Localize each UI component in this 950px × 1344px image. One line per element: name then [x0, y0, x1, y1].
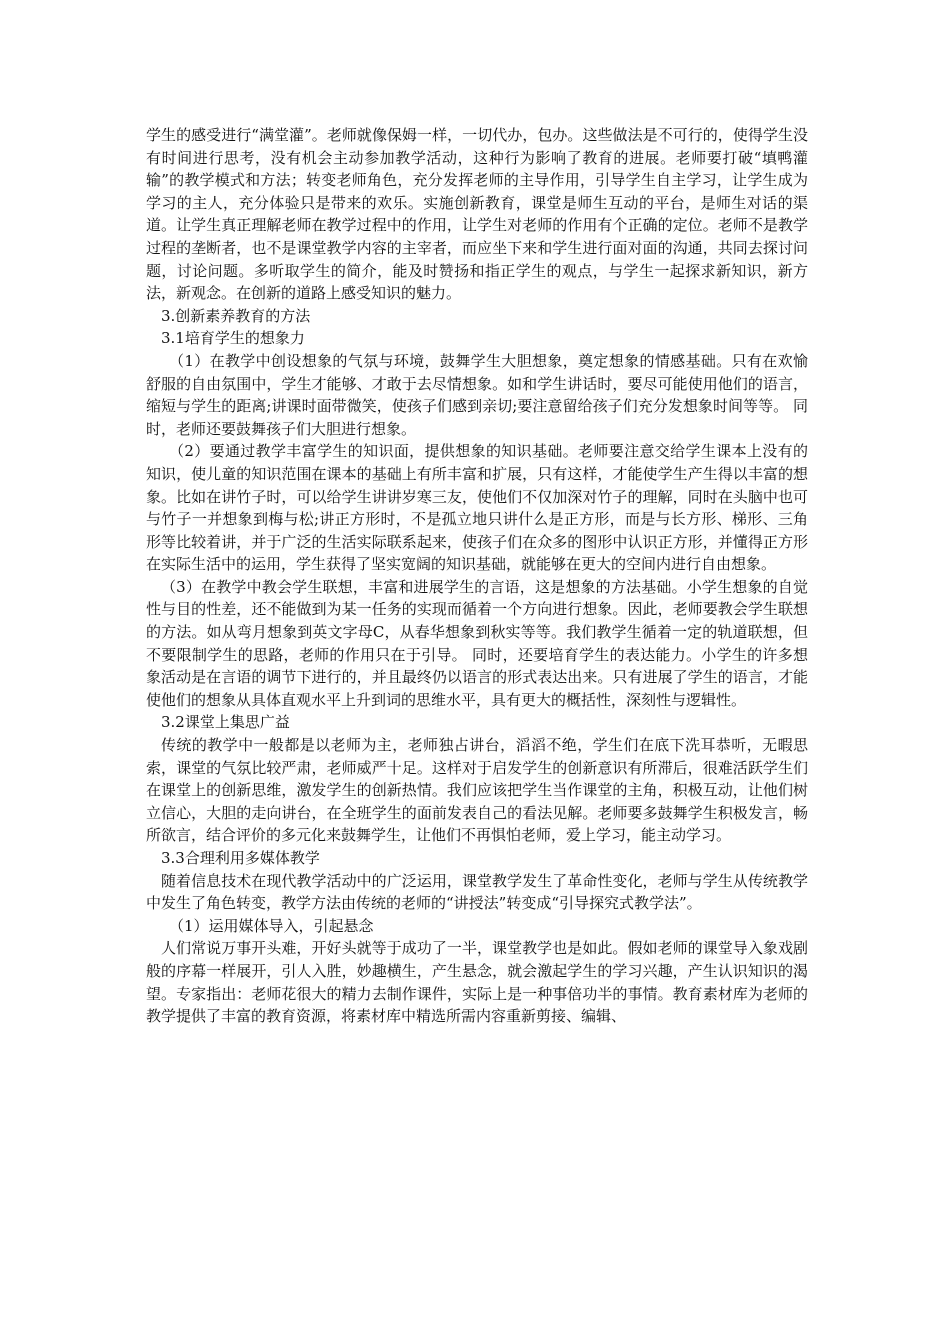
subsection-heading: 3.3合理利用多媒体教学	[161, 849, 320, 867]
body-paragraph: 学生的感受进行“满堂灌”。老师就像保姆一样，一切代办，包办。这些做法是不可行的，使得学生没有时间进行思考，没有机会主动参加教学活动，这种行为影响了教育的进展。老师要打破“填鸭灌输”的教学模式和方法；转变老师角色，充分发挥老师的主导作用，引导学生自主学习，让学生成为学习的主人，充分体验只是带来的欢乐。实施创新教育，课堂是师生互动的平台，是师生对话的渠道。让学生真正理解老师在教学过程中的作用，让学生对老师的作用有个正确的定位。老师不是教学过程的垄断者，也不是课堂教学内容的主宰者，而应坐下来和学生进行面对面的沟通，共同去探讨问题，讨论问题。多听取学生的简介，能及时赞扬和指正学生的观点，与学生一起探求新知识，新方法，新观念。在创新的道路上感受知识的魅力。	[146, 126, 808, 303]
body-paragraph: 传统的教学中一般都是以老师为主，老师独占讲台，滔滔不绝，学生们在底下洗耳恭听，无暇思索，课堂的气氛比较严肃，老师威严十足。这样对于启发学生的创新意识有所滞后，很难活跃学生们在课堂上的创新思维，激发学生的创新热情。我们应该把学生当作课堂的主角，积极互动，让他们树立信心，大胆的走向讲台，在全班学生的面前发表自己的看法见解。老师要多鼓舞学生积极发言，畅所欲言，结合评价的多元化来鼓舞学生，让他们不再惧怕老师，爱上学习，能主动学习。	[146, 736, 808, 845]
body-paragraph: （2）要通过教学丰富学生的知识面，提供想象的知识基础。老师要注意交给学生课本上没有的知识，使儿童的知识范围在课本的基础上有所丰富和扩展，只有这样，才能使学生产生得以丰富的想象。比如在讲竹子时，可以给学生讲讲岁寒三友，使他们不仅加深对竹子的理解，同时在头脑中也可与竹子一并想象到梅与松;讲正方形时，不是孤立地只讲什么是正方形，而是与长方形、梯形、三角形等比较着讲，并于广泛的生活实际联系起来，使孩子们在众多的图形中认识正方形，并懂得正方形在实际生活中的运用，学生获得了坚实宽阔的知识基础，就能够在更大的空间内进行自由想象。	[146, 442, 808, 574]
section-heading: 3.创新素养教育的方法	[161, 306, 311, 325]
body-paragraph: （3）在教学中教会学生联想，丰富和进展学生的言语，这是想象的方法基础。小学生想象的自觉性与目的性差，还不能做到为某一任务的实现而循着一个方向进行想象。因此，老师要教会学生联想的方法。如从弯月想象到英文字母C，从春华想象到秋实等等。我们教学生循着一定的轨道联想，但不要限制学生的思路，老师的作用只在于引导。 同时，还要培育学生的表达能力。小学生的许多想象活动是在言语的调节下进行的，并且最终仍以语言的形式表达出来。只有进展了学生的语言，才能使他们的想象从具体直观水平上升到词的思维水平，具有更大的概括性，深刻性与逻辑性。	[146, 577, 808, 709]
subsection-heading: 3.1培育学生的想象力	[161, 329, 305, 348]
list-item-heading: （1）运用媒体导入，引起悬念	[169, 916, 374, 935]
document-page	[146, 124, 808, 1028]
body-paragraph: 随着信息技术在现代教学活动中的广泛运用，课堂教学发生了革命性变化，老师与学生从传统教学中发生了角色转变，教学方法由传统的老师的“讲授法”转变成“引导探究式教学法”。	[146, 871, 808, 913]
body-paragraph: 人们常说万事开头难，开好头就等于成功了一半，课堂教学也是如此。假如老师的课堂导入象戏剧般的序幕一样展开，引人入胜，妙趣横生，产生悬念，就会激起学生的学习兴趣，产生认识知识的渴望。专家指出：老师花很大的精力去制作课件，实际上是一种事倍功半的事情。教育素材库为老师的教学提供了丰富的教育资源，将素材库中精选所需内容重新剪接、编辑、	[146, 939, 808, 1026]
subsection-heading: 3.2课堂上集思广益	[161, 713, 290, 732]
body-paragraph: （1）在教学中创设想象的气氛与环境，鼓舞学生大胆想象，奠定想象的情感基础。只有在欢愉舒服的自由氛围中，学生才能够、才敢于去尽情想象。如和学生讲话时，要尽可能使用他们的语言，缩短与学生的距离;讲课时面带微笑，使孩子们感到亲切;要注意留给孩子们充分发想象时间等等。 同时，老师还要鼓舞孩子们大胆进行想象。	[146, 351, 808, 438]
